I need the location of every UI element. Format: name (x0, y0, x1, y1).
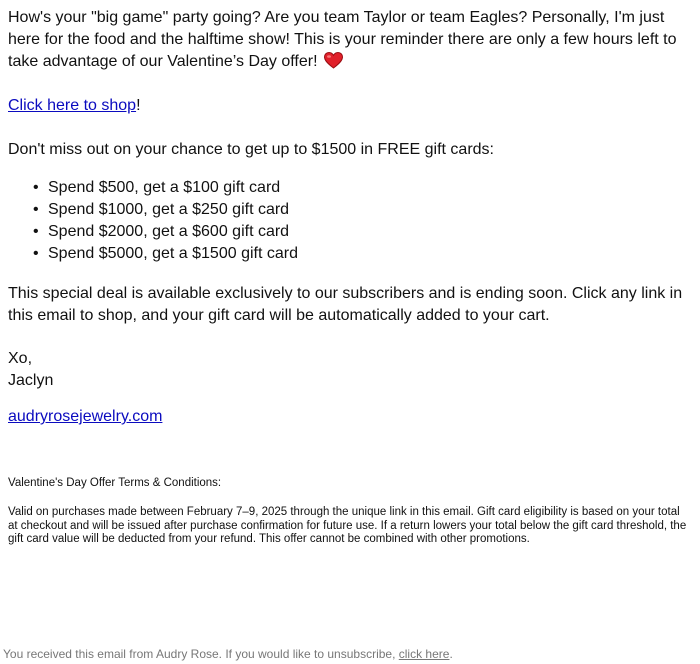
footer-end: . (449, 647, 453, 661)
bullet: • (33, 179, 39, 196)
list-item (33, 243, 298, 265)
offer-item-text: Spend $5000, get a $1500 gift card (48, 245, 298, 262)
red-heart-icon (324, 52, 343, 76)
terms-body: Valid on purchases made between February 7–9, 2025 through the unique link in this email. Gift card eligibility is based on your total at checkout and will be issued after purchase confirmation for future use. If a return lowers your total below the gift card threshold, the gift card value will be deducted from your refund. This offer cannot be combined with other promotions. (8, 506, 687, 545)
footer (3, 647, 453, 661)
deal-paragraph: This special deal is available exclusively to our subscribers and is ending soon. Click any link in this email to shop, and your gift card will be automatically added to your cart. (8, 285, 683, 324)
list-item (33, 177, 298, 199)
terms-title: Valentine's Day Offer Terms & Conditions: (8, 477, 222, 489)
website-paragraph (8, 406, 162, 428)
bullet: • (33, 245, 39, 262)
signoff-name: Jaclyn (8, 372, 54, 389)
footer-text: You received this email from Audry Rose. If you would like to unsubscribe, (3, 647, 396, 661)
offer-item-text: Spend $500, get a $100 gift card (48, 179, 281, 196)
offer-list (8, 177, 298, 265)
bullet: • (33, 201, 39, 218)
shop-link[interactable]: Click here to shop (8, 97, 137, 114)
intro-paragraph (8, 7, 688, 76)
website-link[interactable]: audryrosejewelry.com (8, 408, 163, 425)
list-item (33, 221, 298, 243)
shop-paragraph (8, 95, 141, 117)
bullet: • (33, 223, 39, 240)
unsubscribe-link[interactable]: click here (398, 647, 450, 661)
shop-link-suffix: ! (136, 97, 141, 114)
intro-text: How's your "big game" party going? Are you team Taylor or team Eagles? Personally, I'm just here for the food and the halftime show! This is your reminder there are only a few hours left to take advantage of our Valentine’s Day offer! (8, 9, 677, 70)
offer-item-text: Spend $1000, get a $250 gift card (48, 201, 290, 218)
offer-lead: Don't miss out on your chance to get up to $1500 in FREE gift cards: (8, 141, 494, 158)
signoff-greeting: Xo, (8, 350, 33, 367)
offer-item-text: Spend $2000, get a $600 gift card (48, 223, 290, 240)
list-item (33, 199, 298, 221)
